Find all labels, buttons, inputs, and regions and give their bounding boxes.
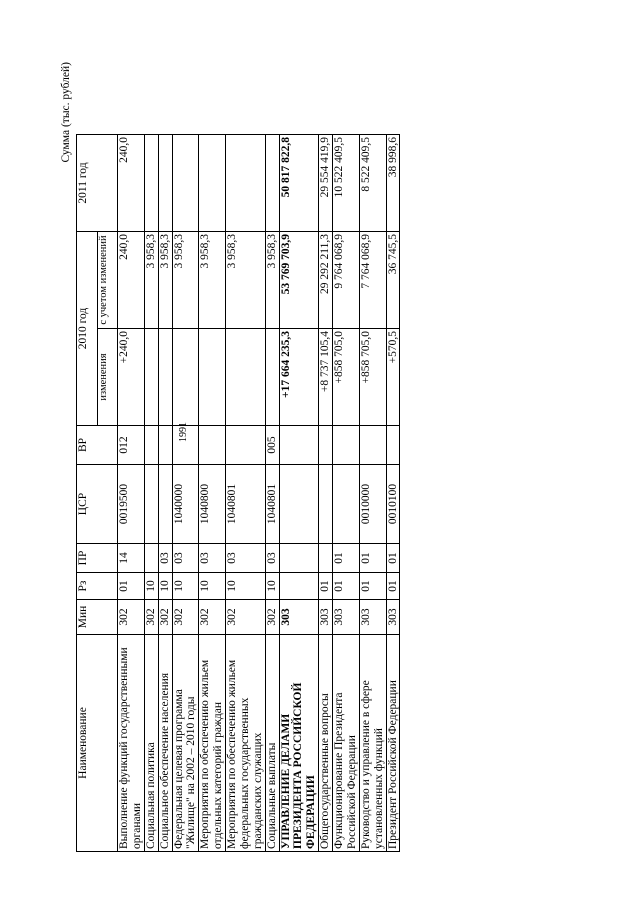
cell-izm [158, 329, 172, 426]
cell-name: Социальное обеспечение населения [158, 635, 172, 852]
cell-csr [144, 465, 158, 544]
cell-y2011 [199, 135, 226, 232]
cell-uchet: 240,0 [118, 232, 145, 329]
cell-rz: 01 [386, 573, 400, 600]
cell-min: 302 [199, 600, 226, 635]
cell-rz [279, 573, 319, 600]
table-body [118, 135, 400, 852]
cell-y2011 [144, 135, 158, 232]
cell-name: Социальные выплаты [265, 635, 279, 852]
cell-izm: +8 737 105,4 [319, 329, 333, 426]
cell-uchet: 9 764 068,9 [333, 232, 360, 329]
cell-vr [199, 426, 226, 465]
cell-pr: 03 [158, 544, 172, 573]
cell-csr [333, 465, 360, 544]
table-row [199, 135, 226, 852]
header-vr: ВР [77, 426, 118, 465]
table-row [333, 135, 360, 852]
cell-pr [279, 544, 319, 573]
cell-y2011 [226, 135, 266, 232]
cell-y2011: 240,0 [118, 135, 145, 232]
table-row [279, 135, 319, 852]
cell-vr [386, 426, 400, 465]
cell-uchet: 3 958,3 [158, 232, 172, 329]
cell-izm [144, 329, 158, 426]
cell-name: Руководство и управление в сфере установленных функций [359, 635, 386, 852]
cell-min: 302 [265, 600, 279, 635]
cell-uchet: 3 958,3 [226, 232, 266, 329]
cell-min: 302 [118, 600, 145, 635]
cell-min: 303 [319, 600, 333, 635]
cell-pr: 03 [199, 544, 226, 573]
cell-vr [172, 426, 199, 465]
cell-min: 302 [226, 600, 266, 635]
table-row [144, 135, 158, 852]
cell-csr: 1040000 [172, 465, 199, 544]
cell-izm: +858 705,0 [333, 329, 360, 426]
page-number: 1991 [178, 422, 189, 442]
table-row [319, 135, 333, 852]
cell-vr [279, 426, 319, 465]
cell-vr [144, 426, 158, 465]
cell-name: Выполнение функций государственными органами [118, 635, 145, 852]
header-year-2010: 2010 год [77, 232, 98, 426]
cell-name: Мероприятия по обеспечению жильем федеральных государственных гражданских служащих [226, 635, 266, 852]
cell-vr [333, 426, 360, 465]
cell-pr: 03 [226, 544, 266, 573]
cell-min: 302 [144, 600, 158, 635]
cell-vr [359, 426, 386, 465]
header-name: Наименование [77, 635, 118, 852]
cell-rz: 10 [144, 573, 158, 600]
header-rz: Рз [77, 573, 118, 600]
cell-y2011: 38 998,6 [386, 135, 400, 232]
header-izmeneniya: изменения [98, 329, 118, 426]
table-header [77, 135, 118, 852]
cell-pr: 14 [118, 544, 145, 573]
cell-rz: 10 [265, 573, 279, 600]
cell-uchet: 3 958,3 [265, 232, 279, 329]
header-s-uchetom: с учетом изменений [98, 232, 118, 329]
cell-y2011: 29 554 419,9 [319, 135, 333, 232]
table-row [118, 135, 145, 852]
cell-uchet: 7 764 068,9 [359, 232, 386, 329]
cell-uchet: 36 745,5 [386, 232, 400, 329]
cell-name: Общегосударственные вопросы [319, 635, 333, 852]
header-row-1 [77, 135, 98, 852]
table-row [226, 135, 266, 852]
cell-min: 303 [359, 600, 386, 635]
cell-y2011: 50 817 822,8 [279, 135, 319, 232]
cell-rz: 01 [359, 573, 386, 600]
cell-y2011 [172, 135, 199, 232]
cell-rz: 10 [158, 573, 172, 600]
cell-y2011 [158, 135, 172, 232]
cell-uchet: 3 958,3 [144, 232, 158, 329]
cell-min: 302 [172, 600, 199, 635]
cell-vr: 005 [265, 426, 279, 465]
cell-pr: 03 [172, 544, 199, 573]
cell-name: Функционирование Президента Российской Федерации [333, 635, 360, 852]
header-csr: ЦСР [77, 465, 118, 544]
header-min: Мин [77, 600, 118, 635]
cell-rz: 10 [199, 573, 226, 600]
cell-izm: +570,5 [386, 329, 400, 426]
cell-name: Мероприятия по обеспечению жильем отдельных категорий граждан [199, 635, 226, 852]
cell-rz: 01 [319, 573, 333, 600]
table-row [172, 135, 199, 852]
cell-izm: +17 664 235,3 [279, 329, 319, 426]
cell-rz: 10 [226, 573, 266, 600]
header-year-2011: 2011 год [77, 135, 118, 232]
cell-vr: 012 [118, 426, 145, 465]
cell-izm [265, 329, 279, 426]
cell-izm: +240,0 [118, 329, 145, 426]
cell-csr [279, 465, 319, 544]
cell-izm: +858 705,0 [359, 329, 386, 426]
cell-pr: 01 [359, 544, 386, 573]
cell-y2011: 8 522 409,5 [359, 135, 386, 232]
cell-izm [199, 329, 226, 426]
cell-uchet: 3 958,3 [199, 232, 226, 329]
cell-pr: 01 [386, 544, 400, 573]
cell-y2011: 10 522 409,5 [333, 135, 360, 232]
table-row [158, 135, 172, 852]
cell-min: 303 [279, 600, 319, 635]
cell-uchet: 53 769 703,9 [279, 232, 319, 329]
cell-izm [172, 329, 199, 426]
table-row [265, 135, 279, 852]
table-row [359, 135, 386, 852]
header-pr: ПР [77, 544, 118, 573]
cell-min: 303 [386, 600, 400, 635]
cell-csr: 1040800 [199, 465, 226, 544]
cell-csr: 1040801 [226, 465, 266, 544]
cell-pr: 03 [265, 544, 279, 573]
cell-pr [319, 544, 333, 573]
budget-table [76, 134, 400, 852]
summa-label: Сумма (тыс. рублей) [60, 62, 72, 163]
cell-csr: 0010000 [359, 465, 386, 544]
cell-pr: 01 [333, 544, 360, 573]
cell-csr: 1040801 [265, 465, 279, 544]
cell-min: 303 [333, 600, 360, 635]
cell-y2011 [265, 135, 279, 232]
cell-name: Социальная политика [144, 635, 158, 852]
cell-csr: 0010100 [386, 465, 400, 544]
cell-uchet: 3 958,3 [172, 232, 199, 329]
cell-izm [226, 329, 266, 426]
cell-vr [158, 426, 172, 465]
cell-rz: 01 [333, 573, 360, 600]
cell-csr [319, 465, 333, 544]
cell-min: 302 [158, 600, 172, 635]
cell-csr [158, 465, 172, 544]
rotated-table-area [60, 62, 580, 852]
cell-csr: 0019500 [118, 465, 145, 544]
cell-name: УПРАВЛЕНИЕ ДЕЛАМИ ПРЕЗИДЕНТА РОССИЙСКОЙ ФЕДЕРАЦИИ [279, 635, 319, 852]
cell-rz: 10 [172, 573, 199, 600]
table-row [386, 135, 400, 852]
cell-rz: 01 [118, 573, 145, 600]
cell-vr [319, 426, 333, 465]
cell-uchet: 29 292 211,3 [319, 232, 333, 329]
cell-name: Федеральная целевая программа "Жилище" на 2002 – 2010 годы [172, 635, 199, 852]
cell-name: Президент Российской Федерации [386, 635, 400, 852]
cell-vr [226, 426, 266, 465]
cell-pr [144, 544, 158, 573]
